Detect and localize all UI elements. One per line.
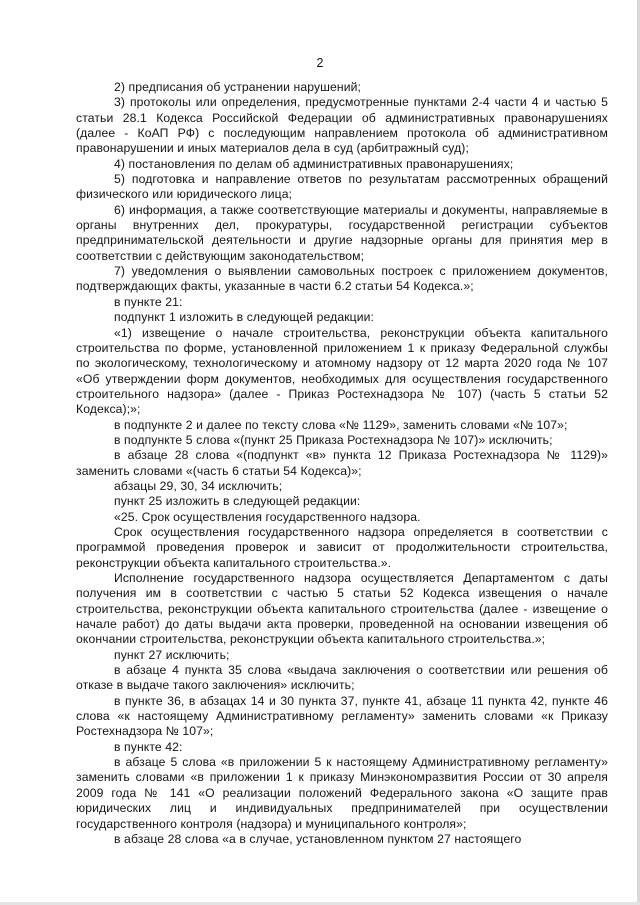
paragraph: 3) протоколы или определения, предусмотренные пунктами 2-4 части 4 и частью 5 статьи 28.1 Кодекса Российской Федерации об административных правонарушениях (далее - КоАП РФ) с последующим направлением протокола об административном правонарушении и иных материалов дела в суд (арбитражный суд); [76,95,608,156]
paragraph: 6) информация, а также соответствующие материалы и документы, направляемые в органы внутренних дел, прокуратуры, государственной регистрации субъектов предпринимательской деятельности и другие надзорные органы для принятия мер в соответствии с действующим законодательством; [76,202,608,263]
paragraph: пункт 27 исключить; [114,647,230,662]
paragraph: в абзаце 28 слова «(подпункт «в» пункта 12 Приказа Ростехнадзора № 1129)» заменить словами «(часть 6 статьи 54 Кодекса)»; [76,448,608,478]
paragraph: в абзаце 28 слова «а в случае, установленном пунктом 27 настоящего [114,831,522,846]
page-number: 2 [316,56,324,70]
paragraph: пункт 25 изложить в следующей редакции: [114,494,361,509]
paragraph: «25. Срок осуществления государственного надзора. [114,509,421,524]
paragraph: в абзаце 4 пункта 35 слова «выдача заключения о соответствии или решения об отказе в выдаче такого заключения» исключить; [76,663,608,693]
paragraph: «1) извещение о начале строительства, реконструкции объекта капитального строительства по форме, установленной приложением 1 к приказу Федеральной службы по экологическому, технологическому и атомному надзору от 12 марта 2020 года № 107 «Об утверждении форм документов, необходимых для осуществления государственного строительного надзора» (далее - Приказ Ростехнадзора № 107) (часть 5 статьи 52 Кодекса);»; [76,325,608,417]
paragraph: абзацы 29, 30, 34 исключить; [114,478,283,493]
paragraph: в подпункте 2 и далее по тексту слова «№ 1129», заменить словами «№ 107»; [114,417,568,432]
paragraph: 7) уведомления о выявлении самовольных построек с приложением документов, подтверждающих факты, указанные в части 6.2 статьи 54 Кодекса.»; [76,264,608,294]
paragraph: в абзаце 5 слова «в приложении 5 к настоящему Административному регламенту» заменить словами «в приложении 1 к приказу Минэкономразвития России от 30 апреля 2009 года № 141 «О реализации положений Федерального закона «О защите прав юридических лиц и индивидуальных предпринимателей при осуществлении государственного контроля (надзора) и муниципального контроля»; [76,755,608,831]
paragraph: в пункте 36, в абзацах 14 и 30 пункта 37, пункте 41, абзаце 11 пункта 42, пункте 46 слова «к настоящему Административному регламенту» заменить словами «к Приказу Ростехнадзора № 107»; [76,693,608,739]
paragraph: 4) постановления по делам об административных правонарушениях; [114,156,514,171]
document-body [76,80,608,847]
paragraph: в подпункте 5 слова «(пункт 25 Приказа Ростехнадзора № 107)» исключить; [114,432,553,447]
paragraph: Срок осуществления государственного надзора определяется в соответствии с программой проведения проверок и зависит от продолжительности строительства, реконструкции объекта капитального строительства.». [76,524,608,570]
paragraph: 5) подготовка и направление ответов по результатам рассмотренных обращений физического или юридического лица; [76,172,608,202]
paragraph: в пункте 21: [114,294,183,309]
paragraph: Исполнение государственного надзора осуществляется Департаментом с даты получения им в соответствии с частью 5 статьи 52 Кодекса извещения о начале строительства, реконструкции объекта капитального строительства (далее - извещение о начале работ) до даты выдачи акта проверки, проведенной на основании извещения об окончании строительства, реконструкции объекта капитального строительства.»; [76,571,608,647]
paragraph: подпункт 1 изложить в следующей редакции: [114,310,375,325]
paragraph: в пункте 42: [114,739,183,754]
paragraph: 2) предписания об устранении нарушений; [114,80,362,94]
